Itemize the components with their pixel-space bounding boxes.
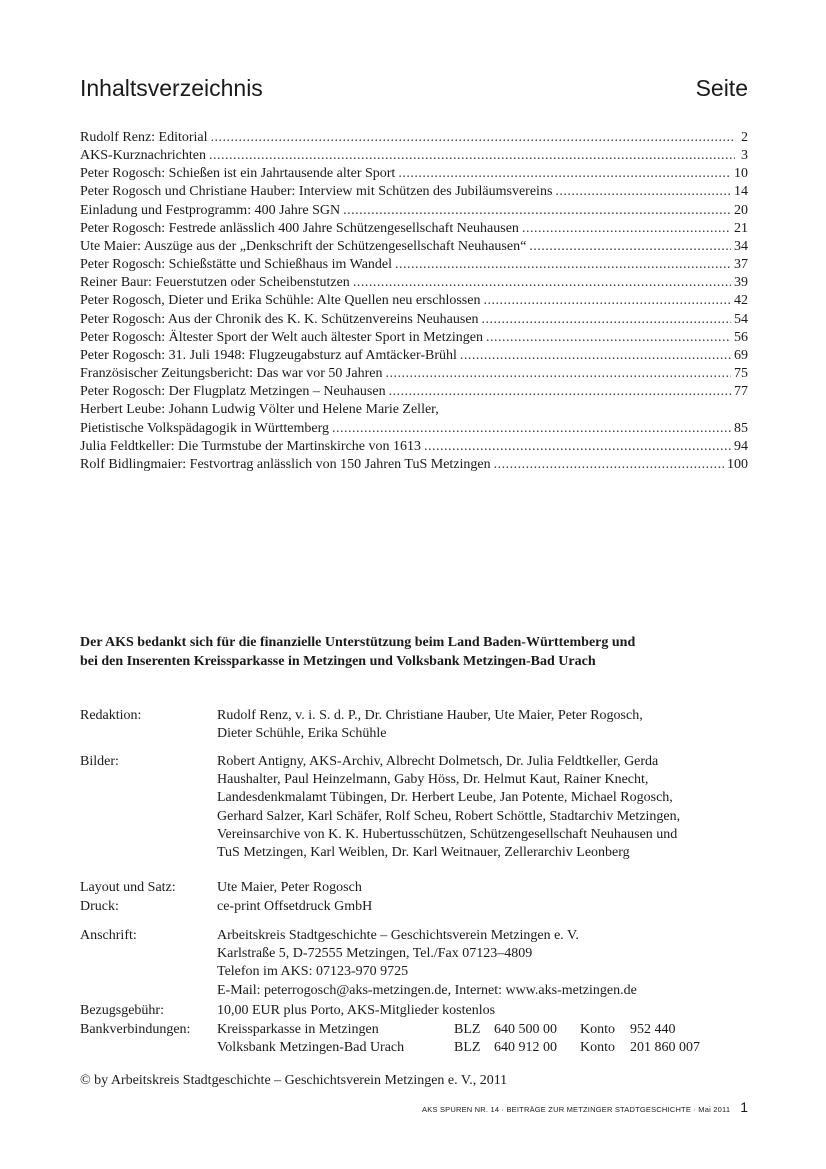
toc-entry-page: 75 bbox=[734, 366, 748, 382]
toc-entry-page: 54 bbox=[734, 311, 748, 327]
toc-entry bbox=[80, 420, 748, 438]
credit-value bbox=[217, 1002, 757, 1020]
credit-line: Dieter Schühle, Erika Schühle bbox=[217, 726, 387, 742]
toc-entry-page: 2 bbox=[741, 130, 748, 145]
credit-line: Gerhard Salzer, Karl Schäfer, Rolf Scheu, Robert Schöttle, Stadtarchiv Metzingen, bbox=[217, 808, 681, 824]
credit-line: Landesdenkmalamt Tübingen, Dr. Herbert Leube, Jan Potente, Michael Rogosch, bbox=[217, 790, 673, 806]
bank-name: Kreissparkasse in Metzingen bbox=[217, 1022, 379, 1037]
credit-line: TuS Metzingen, Karl Weiblen, Dr. Karl Weitnauer, Zellerarchiv Leonberg bbox=[217, 845, 630, 861]
footer-publication: AKS SPUREN NR. 14 · BEITRÄGE ZUR METZINGER STADTGESCHICHTE · Mai 2011 bbox=[422, 1105, 731, 1114]
toc-leader bbox=[398, 165, 731, 183]
toc-leader bbox=[529, 238, 731, 256]
toc-header bbox=[80, 75, 748, 102]
toc-entry-page: 10 bbox=[734, 166, 748, 182]
toc-entry-page: 42 bbox=[734, 293, 748, 309]
toc-leader bbox=[343, 202, 731, 220]
credit-label: Bilder: bbox=[80, 754, 119, 769]
bank-row bbox=[217, 1021, 757, 1039]
toc-leader bbox=[332, 420, 731, 438]
credit-label: Layout und Satz: bbox=[80, 880, 176, 895]
credit-label: Bezugsgebühr: bbox=[80, 1003, 164, 1018]
page-number: 1 bbox=[740, 1099, 748, 1115]
bank-konto-label: Konto bbox=[580, 1040, 615, 1056]
credit-line: Haushalter, Paul Heinzelmann, Gaby Höss, Dr. Helmut Kaut, Rainer Knecht, bbox=[217, 772, 649, 788]
toc-entry bbox=[80, 383, 748, 401]
toc-entry-page: 94 bbox=[734, 438, 748, 454]
toc-entry-page: 37 bbox=[734, 257, 748, 273]
bank-row bbox=[217, 1039, 757, 1057]
credit-line: Telefon im AKS: 07123-970 9725 bbox=[217, 964, 409, 980]
toc-entry-title: Peter Rogosch, Dieter und Erika Schühle: Alte Quellen neu erschlossen bbox=[80, 293, 481, 309]
toc-entry-title: Julia Feldtkeller: Die Turmstube der Martinskirche von 1613 bbox=[80, 438, 422, 454]
toc-entry-page: 14 bbox=[734, 184, 748, 200]
bank-blz-label: BLZ bbox=[454, 1040, 481, 1056]
toc-entry bbox=[80, 256, 748, 274]
toc-entry-title: Rudolf Renz: Editorial bbox=[80, 130, 208, 145]
toc-entry-title: Peter Rogosch: Ältester Sport der Welt auch ältester Sport in Metzingen bbox=[80, 329, 483, 345]
toc-entry-title: Peter Rogosch: Schießen ist ein Jahrtausende alter Sport bbox=[80, 166, 396, 182]
bank-name: Volksbank Metzingen-Bad Urach bbox=[217, 1040, 405, 1056]
toc-entry bbox=[80, 438, 748, 456]
acknowledgement-line: Der AKS bedankt sich für die finanzielle Unterstützung beim Land Baden-Württemberg und bbox=[80, 635, 636, 650]
toc-entry-title: Rolf Bidlingmaier: Festvortrag anlässlich von 150 Jahren TuS Metzingen bbox=[80, 456, 491, 472]
toc-page-heading: Seite bbox=[695, 75, 748, 101]
bank-konto: 201 860 007 bbox=[630, 1040, 700, 1056]
table-of-contents bbox=[80, 129, 748, 474]
page-footer bbox=[422, 1099, 748, 1115]
toc-entry-title: Einladung und Festprogramm: 400 Jahre SGN bbox=[80, 202, 341, 218]
acknowledgement-line: bei den Inserenten Kreissparkasse in Metzingen und Volksbank Metzingen-Bad Urach bbox=[80, 653, 596, 669]
credit-value bbox=[217, 898, 757, 916]
toc-entry-title: Reiner Baur: Feuerstutzen oder Scheibenstutzen bbox=[80, 275, 350, 291]
toc-entry bbox=[80, 365, 748, 383]
toc-heading: Inhaltsverzeichnis bbox=[80, 75, 263, 101]
toc-entry bbox=[80, 329, 748, 347]
credit-label: Anschrift: bbox=[80, 928, 137, 943]
toc-entry-page: 85 bbox=[734, 420, 748, 436]
credit-line: Vereinsarchive von K. K. Hubertusschützen, Schützengesellschaft Neuhausen und bbox=[217, 826, 678, 842]
toc-leader bbox=[353, 274, 731, 292]
toc-leader bbox=[424, 438, 731, 456]
toc-entry-title: Ute Maier: Auszüge aus der „Denkschrift der Schützengesellschaft Neuhausen“ bbox=[80, 238, 527, 254]
bank-konto-label: Konto bbox=[580, 1022, 615, 1037]
toc-entry bbox=[80, 401, 748, 419]
bank-konto: 952 440 bbox=[630, 1022, 676, 1037]
toc-entry-title: Peter Rogosch: Aus der Chronik des K. K. Schützenvereins Neuhausen bbox=[80, 311, 479, 327]
credit-value bbox=[217, 879, 757, 897]
toc-leader bbox=[385, 365, 731, 383]
credit-value bbox=[217, 707, 757, 743]
toc-entry-title: Pietistische Volkspädagogik in Württemberg bbox=[80, 420, 329, 436]
bank-blz: 640 912 00 bbox=[494, 1040, 557, 1056]
toc-entry-page: 77 bbox=[734, 384, 748, 400]
toc-entry-page: 34 bbox=[734, 238, 748, 254]
toc-leader bbox=[494, 456, 724, 474]
credit-line: Arbeitskreis Stadtgeschichte – Geschichtsverein Metzingen e. V. bbox=[217, 928, 579, 943]
credit-line: Robert Antigny, AKS-Archiv, Albrecht Dolmetsch, Dr. Julia Feldtkeller, Gerda bbox=[217, 754, 659, 769]
credit-label: Bankverbindungen: bbox=[80, 1022, 191, 1037]
toc-entry-page: 3 bbox=[741, 148, 748, 164]
credit-line: 10,00 EUR plus Porto, AKS-Mitglieder kostenlos bbox=[217, 1003, 496, 1018]
toc-entry-page: 39 bbox=[734, 275, 748, 291]
credit-value bbox=[217, 1021, 757, 1057]
toc-leader bbox=[555, 183, 731, 201]
credit-label: Druck: bbox=[80, 899, 119, 914]
toc-entry-title: AKS-Kurznachrichten bbox=[80, 148, 206, 164]
bank-blz: 640 500 00 bbox=[494, 1022, 557, 1037]
toc-leader bbox=[209, 147, 735, 165]
toc-entry bbox=[80, 292, 748, 310]
toc-leader bbox=[460, 347, 731, 365]
toc-leader bbox=[211, 129, 735, 147]
toc-entry bbox=[80, 220, 748, 238]
toc-entry-title: Herbert Leube: Johann Ludwig Völter und Helene Marie Zeller, bbox=[80, 402, 439, 418]
acknowledgement bbox=[80, 634, 760, 671]
credit-line: Rudolf Renz, v. i. S. d. P., Dr. Christiane Hauber, Ute Maier, Peter Rogosch, bbox=[217, 708, 643, 723]
toc-leader bbox=[486, 329, 731, 347]
toc-entry bbox=[80, 274, 748, 292]
toc-entry bbox=[80, 347, 748, 365]
toc-leader bbox=[395, 256, 731, 274]
toc-entry-title: Peter Rogosch: Schießstätte und Schießhaus im Wandel bbox=[80, 257, 393, 273]
toc-entry bbox=[80, 456, 748, 474]
credit-line: ce-print Offsetdruck GmbH bbox=[217, 899, 373, 914]
toc-entry bbox=[80, 183, 748, 201]
toc-entry-title: Peter Rogosch: 31. Juli 1948: Flugzeugabsturz auf Amtäcker-Brühl bbox=[80, 347, 457, 363]
toc-entry-title: Französischer Zeitungsbericht: Das war vor 50 Jahren bbox=[80, 366, 383, 382]
toc-entry bbox=[80, 165, 748, 183]
toc-leader bbox=[482, 311, 731, 329]
bank-blz-label: BLZ bbox=[454, 1022, 481, 1037]
toc-entry bbox=[80, 147, 748, 165]
toc-entry-title: Peter Rogosch und Christiane Hauber: Interview mit Schützen des Jubiläumsvereins bbox=[80, 184, 553, 200]
credit-value bbox=[217, 927, 757, 1000]
toc-leader bbox=[389, 383, 731, 401]
toc-entry-page: 21 bbox=[734, 220, 748, 236]
credit-line: Ute Maier, Peter Rogosch bbox=[217, 880, 362, 895]
toc-entry-title: Peter Rogosch: Der Flugplatz Metzingen – Neuhausen bbox=[80, 384, 386, 400]
toc-entry-page: 69 bbox=[734, 347, 748, 363]
toc-entry bbox=[80, 311, 748, 329]
credit-label: Redaktion: bbox=[80, 708, 142, 723]
toc-entry bbox=[80, 129, 748, 147]
toc-entry-page: 100 bbox=[727, 456, 748, 472]
credit-line: E-Mail: peterrogosch@aks-metzingen.de, Internet: www.aks-metzingen.de bbox=[217, 982, 637, 998]
credit-value bbox=[217, 753, 757, 862]
toc-leader bbox=[483, 292, 731, 310]
toc-entry bbox=[80, 202, 748, 220]
credit-line: Karlstraße 5, D-72555 Metzingen, Tel./Fax 07123–4809 bbox=[217, 946, 533, 962]
copyright-notice: © by Arbeitskreis Stadtgeschichte – Geschichtsverein Metzingen e. V., 2011 bbox=[80, 1073, 508, 1088]
toc-entry-title: Peter Rogosch: Festrede anlässlich 400 Jahre Schützengesellschaft Neuhausen bbox=[80, 220, 519, 236]
toc-leader bbox=[522, 220, 731, 238]
toc-entry bbox=[80, 238, 748, 256]
toc-entry-page: 56 bbox=[734, 329, 748, 345]
toc-entry-page: 20 bbox=[734, 202, 748, 218]
